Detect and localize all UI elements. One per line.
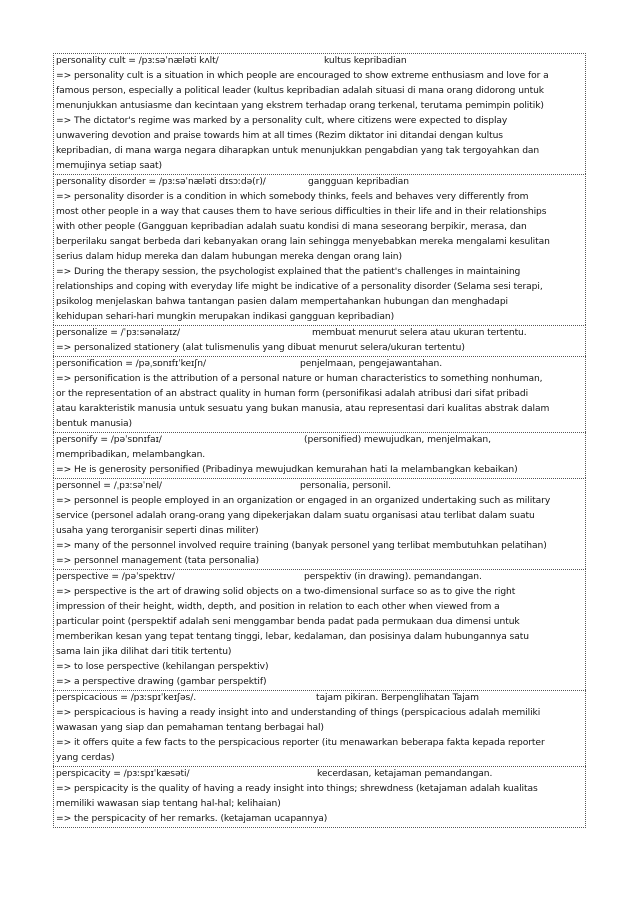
dictionary-entry [53, 478, 586, 569]
definition-line: memujinya setiap saat) [56, 161, 163, 171]
translation: (personified) mewujudkan, menjelmakan, [304, 435, 491, 445]
definition-line: => many of the personnel involved require training (banyak personel yang terlibat membutuhkan pelatihan) [56, 541, 547, 551]
dictionary-entry [53, 53, 586, 174]
translation: penjelmaan, pengejawantahan. [300, 359, 443, 369]
headword: personification = /pəˌsɒnɪfɪˈkeɪʃn/ [56, 359, 207, 369]
definition-line: most other people in a way that causes them to have serious difficulties in their life and in their relationships [56, 207, 547, 217]
dictionary-entry [53, 690, 586, 766]
definition-line: => During the therapy session, the psychologist explained that the patient's challenges in maintaining [56, 267, 521, 277]
definition-line: relationships and coping with everyday life might be indicative of a personality disorder (Selama sesi terapi, [56, 282, 543, 292]
definition-line: => personnel is people employed in an organization or engaged in an organized undertaking such as military [56, 496, 551, 506]
definition-line: serius dalam hidup mereka dan dalam hubungan mereka dengan orang lain) [56, 252, 402, 262]
definition-line: => perspicacity is the quality of having a ready insight into things; shrewdness (ketajaman adalah kualitas [56, 784, 538, 794]
definition-line: impression of their height, width, depth, and position in relation to each other when viewed from a [56, 602, 500, 612]
headword: perspicacious = /pɜːspɪˈkeɪʃəs/. [56, 693, 197, 703]
definition-line: berperilaku sangat berbeda dari kebanyakan orang lain sehingga menyebabkan mereka mengalami kesulitan [56, 237, 550, 247]
entry-headline [56, 54, 584, 69]
translation: tajam pikiran. Berpenglihatan Tajam [316, 693, 479, 703]
entry-headline [56, 326, 584, 341]
definition-line: unwavering devotion and praise towards him at all times (Rezim diktator ini ditandai dengan kultus [56, 131, 503, 141]
dictionary-entry [53, 432, 586, 478]
definition-line: sama lain jika dilihat dari titik tertentu) [56, 647, 232, 657]
headword: perspicacity = /pɜːspɪˈkæsəti/ [56, 769, 190, 779]
definition-line: usaha yang terorganisir seperti dinas militer) [56, 526, 259, 536]
definition-line: menunjukkan antusiasme dan kecintaan yang ekstrem terhadap orang terkenal, terutama pemimpin politik) [56, 101, 544, 111]
definition-line: => it offers quite a few facts to the perspicacious reporter (itu menawarkan beberapa fakta kepada reporter [56, 738, 545, 748]
entry-headline [56, 767, 584, 782]
definition-line: => personnel management (tata personalia) [56, 556, 259, 566]
entry-headline [56, 570, 584, 585]
definition-line: => the perspicacity of her remarks. (ketajaman ucapannya) [56, 814, 328, 824]
definition-line: mempribadikan, melambangkan. [56, 450, 206, 460]
definition-line: wawasan yang siap dan pemahaman tentang berbagai hal) [56, 723, 324, 733]
translation: personalia, personil. [300, 481, 391, 491]
definition-line: => to lose perspective (kehilangan perspektiv) [56, 662, 269, 672]
definition-line: yang cerdas) [56, 753, 115, 763]
definition-line: => personalized stationery (alat tulismenulis yang dibuat menurut selera/ukuran tertentu) [56, 343, 465, 353]
headword: personnel = /ˌpɜːsəˈnel/ [56, 481, 162, 491]
definition-line: particular point (perspektif adalah seni menggambar benda padat pada permukaan dua dimensi untuk [56, 617, 520, 627]
translation: perspektiv (in drawing). pemandangan. [304, 572, 482, 582]
dictionary-entry [53, 766, 586, 828]
entry-headline [56, 691, 584, 706]
definition-line: => a perspective drawing (gambar perspektif) [56, 677, 267, 687]
definition-line: => He is generosity personified (Pribadinya mewujudkan kemurahan hati Ia melambangkan kebaikan) [56, 465, 518, 475]
dictionary-entry [53, 569, 586, 690]
dictionary-page [53, 53, 586, 828]
definition-line: service (personel adalah orang-orang yang dipekerjakan dalam suatu organisasi atau terlibat dalam suatu [56, 511, 535, 521]
entry-headline [56, 357, 584, 372]
translation: kecerdasan, ketajaman pemandangan. [317, 769, 493, 779]
definition-line: bentuk manusia) [56, 419, 133, 429]
headword: perspective = /pəˈspektɪv/ [56, 572, 175, 582]
definition-line: atau karakteristik manusia untuk sesuatu yang bukan manusia, atau representasi dari kualitas abstrak dalam [56, 404, 550, 414]
definition-line: => The dictator's regime was marked by a personality cult, where citizens were expected to display [56, 116, 508, 126]
definition-line: => personification is the attribution of a personal nature or human characteristics to something nonhuman, [56, 374, 543, 384]
definition-line: => perspicacious is having a ready insight into and understanding of things (perspicacious adalah memiliki [56, 708, 541, 718]
dictionary-entry [53, 356, 586, 432]
entry-headline [56, 479, 584, 494]
definition-line: kehidupan sehari-hari mungkin merupakan indikasi gangguan kepribadian) [56, 312, 395, 322]
entry-headline [56, 433, 584, 448]
headword: personality cult = /pɜːsəˈnæləti kʌlt/ [56, 56, 219, 66]
dictionary-entry [53, 174, 586, 325]
definition-line: or the representation of an abstract quality in human form (personifikasi adalah atribusi dari sifat pribadi [56, 389, 529, 399]
translation: membuat menurut selera atau ukuran tertentu. [312, 328, 527, 338]
definition-line: => personality cult is a situation in which people are encouraged to show extreme enthusiasm and love for a [56, 71, 549, 81]
definition-line: memiliki wawasan siap tentang hal-hal; kelihaian) [56, 799, 281, 809]
definition-line: => perspective is the art of drawing solid objects on a two-dimensional surface so as to give the right [56, 587, 516, 597]
definition-line: kepribadian, di mana warga negara diharapkan untuk menunjukkan pengabdian yang tak tergoyahkan dan [56, 146, 540, 156]
headword: personalize = /ˈpɜːsənəlaɪz/ [56, 328, 180, 338]
headword: personify = /pəˈsɒnɪfaɪ/ [56, 435, 162, 445]
dictionary-entry [53, 325, 586, 356]
definition-line: memberikan kesan yang tepat tentang tinggi, lebar, kedalaman, dan posisinya dalam hubungannya satu [56, 632, 529, 642]
translation: kultus kepribadian [324, 56, 407, 66]
translation: gangguan kepribadian [308, 177, 409, 187]
definition-line: psikolog menjelaskan bahwa tantangan pasien dalam mempertahankan hubungan dan menghadapi [56, 297, 508, 307]
definition-line: with other people (Gangguan kepribadian adalah suatu kondisi di mana seseorang berpikir, merasa, dan [56, 222, 527, 232]
entry-headline [56, 175, 584, 190]
headword: personality disorder = /pɜːsəˈnæləti dɪsɔːdə(r)/ [56, 177, 266, 187]
definition-line: => personality disorder is a condition in which somebody thinks, feels and behaves very differently from [56, 192, 529, 202]
definition-line: famous person, especially a political leader (kultus kepribadian adalah situasi di mana orang didorong untuk [56, 86, 545, 96]
